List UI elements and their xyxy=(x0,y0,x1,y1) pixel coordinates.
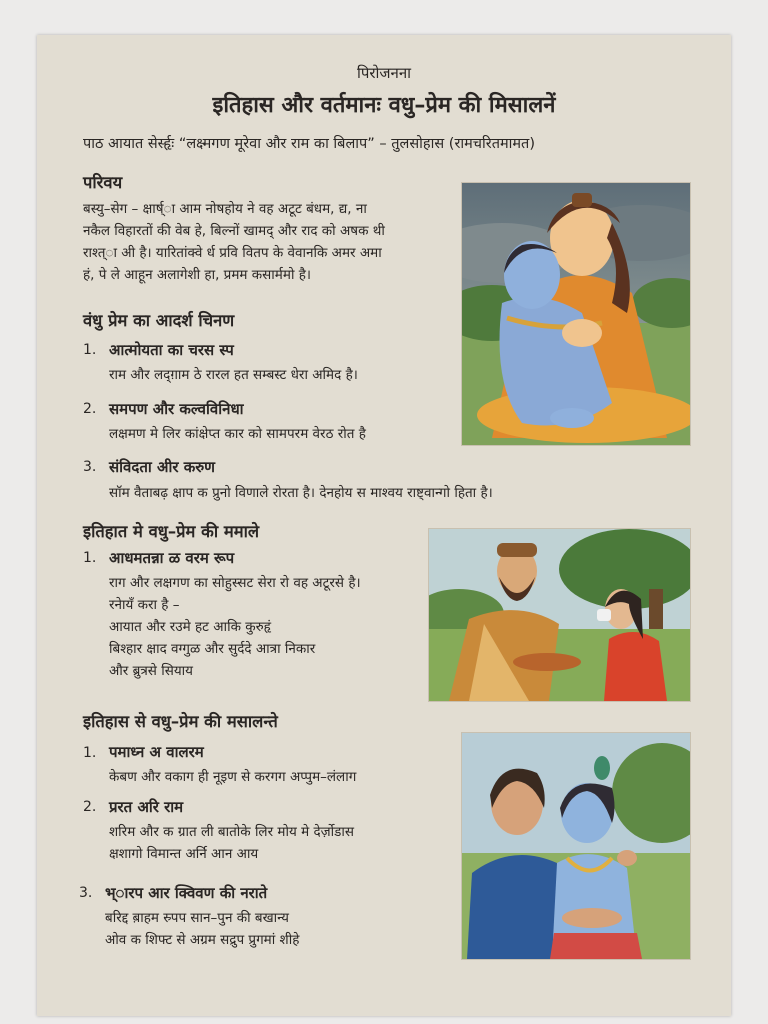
list-item-title: प्ररत अरि राम xyxy=(109,798,184,816)
list-item-text: बरिद्द ब़ाहम स्र्पप सान–पुन की बखान्य xyxy=(105,910,289,926)
illustration-two-brothers-embracing xyxy=(461,732,691,960)
list-item-text: शरिम और क ग्रात ली बातोके लिर मोय मे देर्ज़ोडास xyxy=(109,824,354,840)
list-item-text: सॉम वैताबढ़ क्षाप क प्रुनो विणाले रोरता है। देनहोय स माश्वय राष्ट्वान्गो हिता है। xyxy=(109,485,493,501)
list-item-text: ओव क शिफ्ट से अग्रम सद्रुप प्रुगमां शीहे xyxy=(105,932,300,948)
document-top-line: पिरोजनना xyxy=(356,64,412,82)
list-item-title: पमाध्न अ वालरम xyxy=(109,743,204,761)
intro-line: राश्त्ा अी है। यारितांक्वे र्ध प्रवि वितप के वेवानकि अमर अमा xyxy=(83,245,382,261)
section-heading-historical-examples: इतिहात मे वधु–प्रेम की ममाले xyxy=(83,522,260,541)
list-item-title: संविदता अीर करुण xyxy=(109,458,216,476)
document-subtitle: पाठ आयात सेर्स्हृः “लक्ष्मगण मूरेवा और राम का बिलाप” – तुलसोहास (रामचरितमामत) xyxy=(83,136,535,152)
list-item-title: समपण और कल्वविनिधा xyxy=(109,400,244,418)
section-heading-historical-examples-2: इतिहास से वधु–प्रेम की मसालन्ते xyxy=(83,712,278,731)
list-item-text: बिश्हार क्षाद वग्गुळ और सुर्ददे आत्रा निकार xyxy=(109,641,316,657)
list-item-title: भ्ारप आर क्विवण की नराते xyxy=(105,884,268,902)
list-item-text-block xyxy=(109,821,354,865)
section-heading-introduction: परिवय xyxy=(83,173,123,192)
list-item-text: क्षशागो विमान्त अर्नि आन आय xyxy=(109,846,259,862)
list-number: 1. xyxy=(83,342,97,358)
list-number: 1. xyxy=(83,550,97,566)
list-item-text: और ब्रुत्रसे सियाय xyxy=(109,663,193,679)
list-item-text: राग और लक्षगण का सोहुस्सट सेरा रो वह अटूरसे है। xyxy=(109,575,361,591)
list-item-text-block xyxy=(105,907,299,951)
list-number: 3. xyxy=(83,459,97,475)
intro-line: बस्यु–सेग – क्षार्ष्ा आम नोषहोय ने वह अटूट बंधम, द्य, ना xyxy=(83,201,367,217)
section-heading-ideal-portrayal: वंधु प्रेम का आदर्श चिनण xyxy=(83,311,235,330)
intro-line: नकैल विहारतों की वेब हे, बिल्नों खामद् और राद को अषक थी xyxy=(83,223,385,239)
list-item-text: रनेायँ करा है – xyxy=(109,597,180,613)
list-item-text: राम और लद्ग़ाम ठे रारल हत सम्बस्ट धेरा अमिद है। xyxy=(109,367,358,383)
illustration-lakshman-in-ram-arms xyxy=(461,182,691,446)
intro-line: हं, पे ले आहून अलागेशी हा, प्रमम कसार्ममो है। xyxy=(83,267,312,283)
list-item-text-block xyxy=(109,572,361,682)
list-number: 2. xyxy=(83,799,97,815)
list-number: 3. xyxy=(79,885,93,901)
list-item-text: लक्षमण मे लिर कांक्षेप्त कार को सामपरम वेरठ रोत है xyxy=(109,426,366,442)
intro-paragraph xyxy=(83,198,385,286)
list-number: 2. xyxy=(83,401,97,417)
document-title: इतिहास और वर्तमानः वधु–प्रेम की मिसालनें xyxy=(212,93,556,118)
document-page xyxy=(37,35,731,1016)
list-item-title: आधमतन्ना ळ वरम रूप xyxy=(109,549,235,567)
list-item-title: आत्मोयता का चरस स्प xyxy=(109,341,234,359)
list-number: 1. xyxy=(83,745,97,761)
illustration-sage-and-girl-with-bowl xyxy=(428,528,691,702)
list-item-text: आयात और रउमे हट आकि कुरुहृं xyxy=(109,619,272,635)
list-item-text: केबण और वकाग ही नूइण से करगग अप्पुम–लंलाग xyxy=(109,769,357,785)
